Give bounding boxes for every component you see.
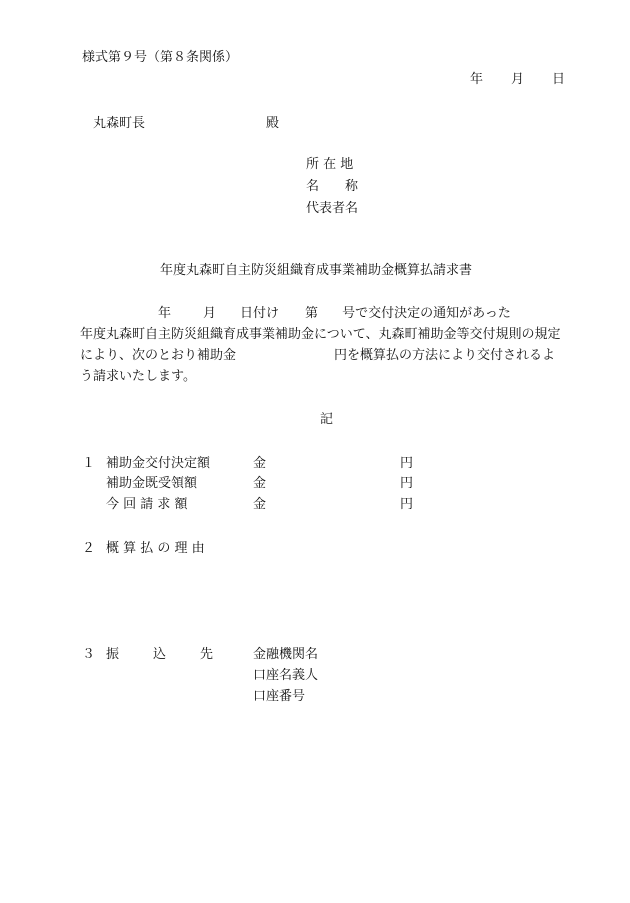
section-1-row-yen: 円 [400, 456, 414, 471]
section-1-row-yen: 円 [400, 476, 414, 491]
account-holder-label: 口座名義人 [253, 668, 319, 683]
account-number-label: 口座番号 [253, 689, 306, 704]
applicant-representative-label: 代表者名 [306, 201, 359, 216]
addressee-name: 丸森町長 [93, 116, 146, 131]
section-1-row [106, 497, 188, 513]
section-1-row-label: 補助金既受領額 [106, 476, 198, 491]
body-no-prefix: 第 [305, 306, 319, 321]
date-year: 年 [470, 72, 484, 87]
document-title: 年度丸森町自主防災組織育成事業補助金概算払請求書 [160, 263, 473, 278]
section-3-label-komi: 込 [153, 647, 167, 662]
date-day: 日 [552, 72, 566, 87]
applicant-location-label: 所 在 地 [306, 157, 354, 172]
section-2-number: ２ [82, 541, 96, 556]
applicant-name-label: 名 称 [306, 179, 359, 194]
section-1-row-label: 補助金交付決定額 [106, 456, 211, 471]
body-line-2: 年度丸森町自主防災組織育成事業補助金について、丸森町補助金等交付規則の規定 [80, 327, 561, 342]
section-3-label-saki: 先 [200, 647, 214, 662]
section-1-row [106, 456, 210, 472]
section-2-label: 概 算 払 の 理 由 [106, 541, 205, 556]
section-1-number: １ [82, 456, 96, 471]
body-no-suffix: 号で交付決定の通知があった [342, 306, 511, 321]
body-month: 月 [203, 306, 217, 321]
addressee-honorific: 殿 [266, 116, 280, 131]
body-line-3 [80, 348, 555, 364]
body-year: 年 [158, 306, 172, 321]
body-line-3-b: 円を概算払の方法により交付されるよ [334, 348, 556, 363]
section-1-row-kin: 金 [253, 476, 267, 491]
body-line-3-a: により、次のとおり補助金 [80, 348, 237, 363]
bank-name-label: 金融機関名 [253, 647, 319, 662]
section-1-row-yen: 円 [400, 497, 414, 512]
date-month: 月 [511, 72, 525, 87]
form-number: 様式第９号（第８条関係） [82, 50, 239, 65]
section-3-number: ３ [82, 647, 96, 662]
date-line [470, 72, 565, 88]
body-day: 日付け [240, 306, 280, 321]
section-3-label-furi: 振 [106, 647, 120, 662]
ki-heading: 記 [320, 412, 334, 427]
section-1-row [106, 476, 197, 492]
section-1-row-kin: 金 [253, 456, 267, 471]
section-1-row-kin: 金 [253, 497, 267, 512]
body-line-4: う請求いたします。 [80, 369, 196, 384]
body-line-1 [158, 306, 511, 322]
section-1-row-label: 今 回 請 求 額 [106, 497, 188, 512]
